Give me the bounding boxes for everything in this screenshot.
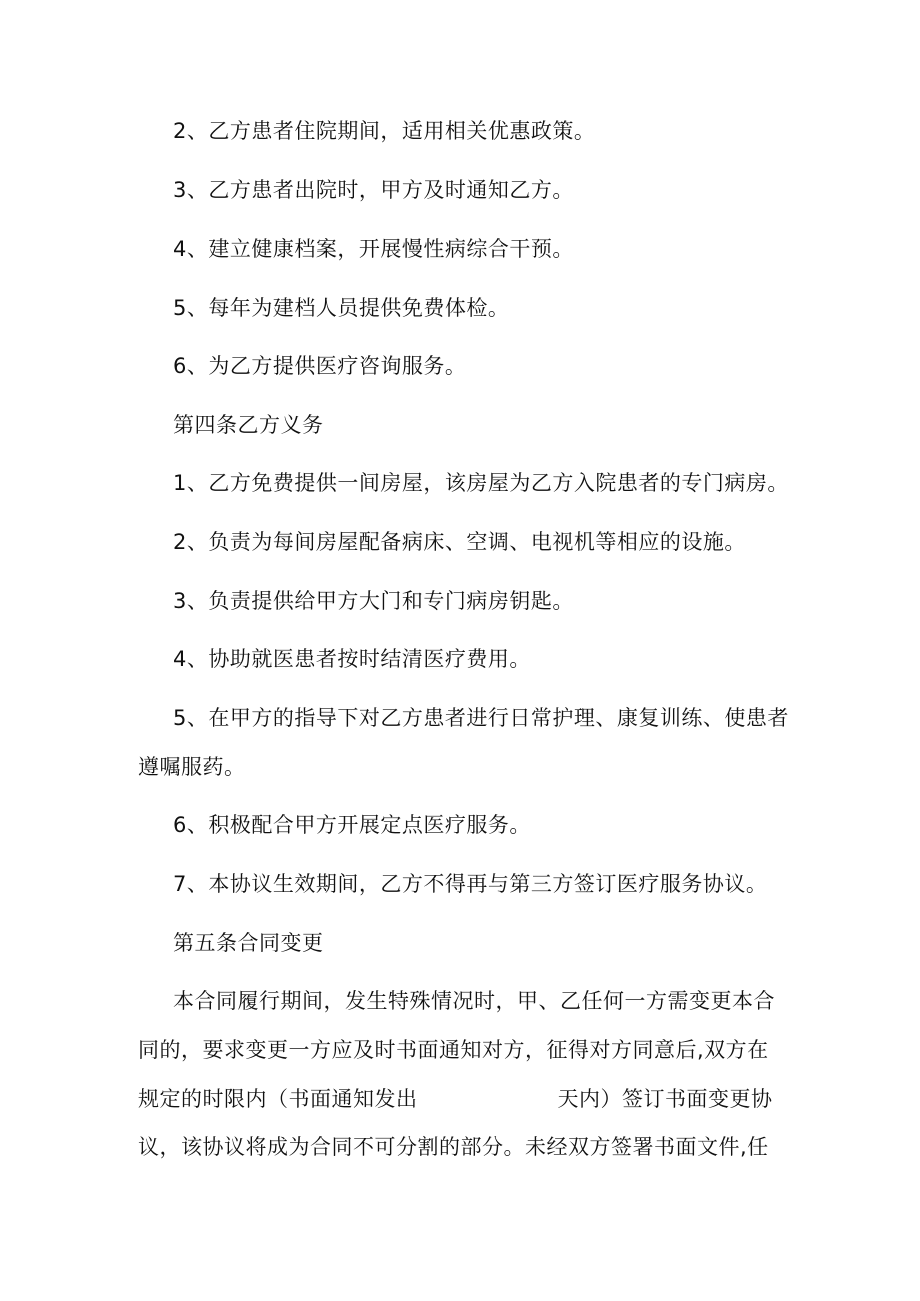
text-line: 7、本协议生效期间，乙方不得再与第三方签订医疗服务协议。 (173, 872, 768, 896)
text-line: 4、协助就医患者按时结清医疗费用。 (173, 647, 531, 671)
section-heading: 第四条乙方义务 (173, 413, 324, 437)
text-line: 5、每年为建档人员提供免费体检。 (173, 296, 510, 320)
text-line: 3、乙方患者出院时，甲方及时通知乙方。 (173, 178, 574, 202)
text-line: 1、乙方免费提供一间房屋，该房屋为乙方入院患者的专门病房。 (173, 471, 789, 495)
text-line: 议，该协议将成为合同不可分割的部分。未经双方签署书面文件,任 (138, 1135, 769, 1159)
text-line: 同的，要求变更一方应及时书面通知对方，征得对方同意后,双方在 (138, 1038, 769, 1062)
text-line: 3、负责提供给甲方大门和专门病房钥匙。 (173, 589, 574, 613)
text-line: 2、乙方患者住院期间，适用相关优惠政策。 (173, 119, 596, 143)
text-line (0, 1084, 920, 1114)
text-line: 5、在甲方的指导下对乙方患者进行日常护理、康复训练、使患者 (173, 706, 789, 730)
text-fragment: 规定的时限内（书面通知发出 (138, 1087, 418, 1111)
section-heading: 第五条合同变更 (173, 931, 324, 955)
text-fragment: 天内）签订书面变更协 (557, 1087, 773, 1111)
text-line: 本合同履行期间，发生特殊情况时，甲、乙任何一方需变更本合 (173, 989, 775, 1013)
text-line: 2、负责为每间房屋配备病床、空调、电视机等相应的设施。 (173, 530, 746, 554)
text-line: 4、建立健康档案，开展慢性病综合干预。 (173, 237, 574, 261)
text-line: 6、为乙方提供医疗咨询服务。 (173, 354, 467, 378)
text-line: 遵嘱服药。 (138, 755, 246, 779)
text-line: 6、积极配合甲方开展定点医疗服务。 (173, 813, 531, 837)
